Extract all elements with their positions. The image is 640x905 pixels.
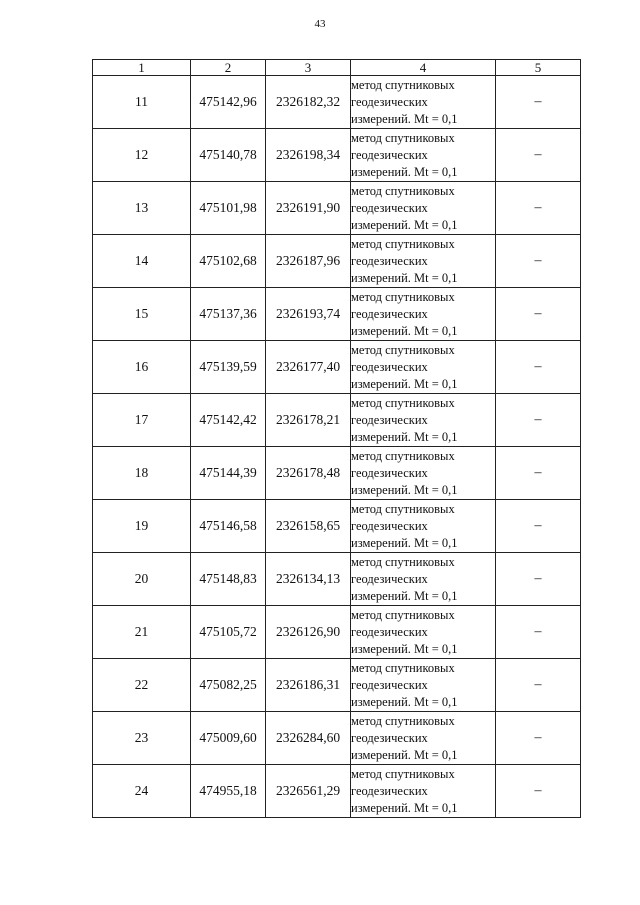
x-coordinate-cell: 475144,39 (191, 447, 266, 500)
method-line: геодезических (351, 571, 428, 586)
method-cell (351, 288, 496, 341)
point-number-cell: 11 (93, 76, 191, 129)
point-number-cell: 21 (93, 606, 191, 659)
method-line: метод спутниковых (351, 236, 455, 251)
method-line: геодезических (351, 518, 428, 533)
method-line: геодезических (351, 200, 428, 215)
y-coordinate-cell: 2326187,96 (266, 235, 351, 288)
method-line: метод спутниковых (351, 289, 455, 304)
method-line: метод спутниковых (351, 448, 455, 463)
table-row (93, 129, 581, 182)
point-number-cell: 13 (93, 182, 191, 235)
method-line: геодезических (351, 465, 428, 480)
point-number-cell: 16 (93, 341, 191, 394)
method-line: метод спутниковых (351, 607, 455, 622)
method-line: метод спутниковых (351, 342, 455, 357)
method-cell (351, 129, 496, 182)
table-row (93, 235, 581, 288)
point-number-cell: 17 (93, 394, 191, 447)
method-line: измерений. Mt = 0,1 (351, 376, 458, 391)
method-line: измерений. Mt = 0,1 (351, 800, 458, 815)
method-line: метод спутниковых (351, 660, 455, 675)
method-line: метод спутниковых (351, 501, 455, 516)
x-coordinate-cell: 475142,96 (191, 76, 266, 129)
method-cell (351, 394, 496, 447)
table-row (93, 500, 581, 553)
header-col-4: 4 (351, 60, 496, 76)
table-row (93, 606, 581, 659)
method-line: измерений. Mt = 0,1 (351, 429, 458, 444)
method-line: геодезических (351, 783, 428, 798)
y-coordinate-cell: 2326178,48 (266, 447, 351, 500)
y-coordinate-cell: 2326191,90 (266, 182, 351, 235)
method-cell (351, 765, 496, 818)
accuracy-cell: – (496, 447, 581, 500)
y-coordinate-cell: 2326186,31 (266, 659, 351, 712)
accuracy-cell: – (496, 76, 581, 129)
header-col-3: 3 (266, 60, 351, 76)
method-line: геодезических (351, 730, 428, 745)
accuracy-cell: – (496, 182, 581, 235)
method-line: измерений. Mt = 0,1 (351, 270, 458, 285)
table-body (93, 76, 581, 818)
y-coordinate-cell: 2326178,21 (266, 394, 351, 447)
x-coordinate-cell: 474955,18 (191, 765, 266, 818)
method-line: измерений. Mt = 0,1 (351, 694, 458, 709)
table-row (93, 712, 581, 765)
accuracy-cell: – (496, 765, 581, 818)
x-coordinate-cell: 475146,58 (191, 500, 266, 553)
method-line: измерений. Mt = 0,1 (351, 482, 458, 497)
method-line: измерений. Mt = 0,1 (351, 323, 458, 338)
y-coordinate-cell: 2326134,13 (266, 553, 351, 606)
table-row (93, 553, 581, 606)
table-row (93, 659, 581, 712)
accuracy-cell: – (496, 553, 581, 606)
method-line: геодезических (351, 624, 428, 639)
method-cell (351, 76, 496, 129)
x-coordinate-cell: 475140,78 (191, 129, 266, 182)
coordinates-table (92, 59, 581, 818)
method-line: метод спутниковых (351, 766, 455, 781)
method-cell (351, 447, 496, 500)
y-coordinate-cell: 2326158,65 (266, 500, 351, 553)
x-coordinate-cell: 475009,60 (191, 712, 266, 765)
x-coordinate-cell: 475101,98 (191, 182, 266, 235)
method-line: измерений. Mt = 0,1 (351, 747, 458, 762)
method-line: измерений. Mt = 0,1 (351, 588, 458, 603)
method-cell (351, 235, 496, 288)
accuracy-cell: – (496, 659, 581, 712)
method-cell (351, 500, 496, 553)
method-cell (351, 182, 496, 235)
method-line: геодезических (351, 412, 428, 427)
method-line: геодезических (351, 253, 428, 268)
x-coordinate-cell: 475137,36 (191, 288, 266, 341)
point-number-cell: 18 (93, 447, 191, 500)
x-coordinate-cell: 475102,68 (191, 235, 266, 288)
method-line: измерений. Mt = 0,1 (351, 164, 458, 179)
y-coordinate-cell: 2326126,90 (266, 606, 351, 659)
x-coordinate-cell: 475148,83 (191, 553, 266, 606)
method-line: метод спутниковых (351, 395, 455, 410)
table-header-row (93, 60, 581, 76)
point-number-cell: 20 (93, 553, 191, 606)
accuracy-cell: – (496, 606, 581, 659)
header-col-2: 2 (191, 60, 266, 76)
header-col-1: 1 (93, 60, 191, 76)
method-line: геодезических (351, 677, 428, 692)
method-line: метод спутниковых (351, 183, 455, 198)
table-row (93, 288, 581, 341)
method-line: измерений. Mt = 0,1 (351, 641, 458, 656)
y-coordinate-cell: 2326177,40 (266, 341, 351, 394)
y-coordinate-cell: 2326198,34 (266, 129, 351, 182)
table-row (93, 447, 581, 500)
method-line: геодезических (351, 94, 428, 109)
point-number-cell: 19 (93, 500, 191, 553)
accuracy-cell: – (496, 500, 581, 553)
x-coordinate-cell: 475082,25 (191, 659, 266, 712)
method-line: геодезических (351, 359, 428, 374)
table-row (93, 341, 581, 394)
accuracy-cell: – (496, 235, 581, 288)
accuracy-cell: – (496, 288, 581, 341)
x-coordinate-cell: 475142,42 (191, 394, 266, 447)
method-line: измерений. Mt = 0,1 (351, 217, 458, 232)
method-line: геодезических (351, 306, 428, 321)
accuracy-cell: – (496, 394, 581, 447)
table-row (93, 765, 581, 818)
table-row (93, 394, 581, 447)
point-number-cell: 15 (93, 288, 191, 341)
method-line: метод спутниковых (351, 713, 455, 728)
method-cell (351, 553, 496, 606)
y-coordinate-cell: 2326561,29 (266, 765, 351, 818)
method-line: метод спутниковых (351, 554, 455, 569)
table-row (93, 182, 581, 235)
method-cell (351, 712, 496, 765)
accuracy-cell: – (496, 341, 581, 394)
method-line: метод спутниковых (351, 130, 455, 145)
point-number-cell: 24 (93, 765, 191, 818)
point-number-cell: 23 (93, 712, 191, 765)
point-number-cell: 22 (93, 659, 191, 712)
y-coordinate-cell: 2326284,60 (266, 712, 351, 765)
y-coordinate-cell: 2326193,74 (266, 288, 351, 341)
method-cell (351, 659, 496, 712)
method-line: измерений. Mt = 0,1 (351, 535, 458, 550)
page-number: 43 (314, 18, 326, 30)
method-line: метод спутниковых (351, 77, 455, 92)
method-cell (351, 606, 496, 659)
method-line: измерений. Mt = 0,1 (351, 111, 458, 126)
point-number-cell: 14 (93, 235, 191, 288)
accuracy-cell: – (496, 712, 581, 765)
accuracy-cell: – (496, 129, 581, 182)
table-row (93, 76, 581, 129)
method-cell (351, 341, 496, 394)
method-line: геодезических (351, 147, 428, 162)
x-coordinate-cell: 475139,59 (191, 341, 266, 394)
header-col-5: 5 (496, 60, 581, 76)
point-number-cell: 12 (93, 129, 191, 182)
x-coordinate-cell: 475105,72 (191, 606, 266, 659)
y-coordinate-cell: 2326182,32 (266, 76, 351, 129)
